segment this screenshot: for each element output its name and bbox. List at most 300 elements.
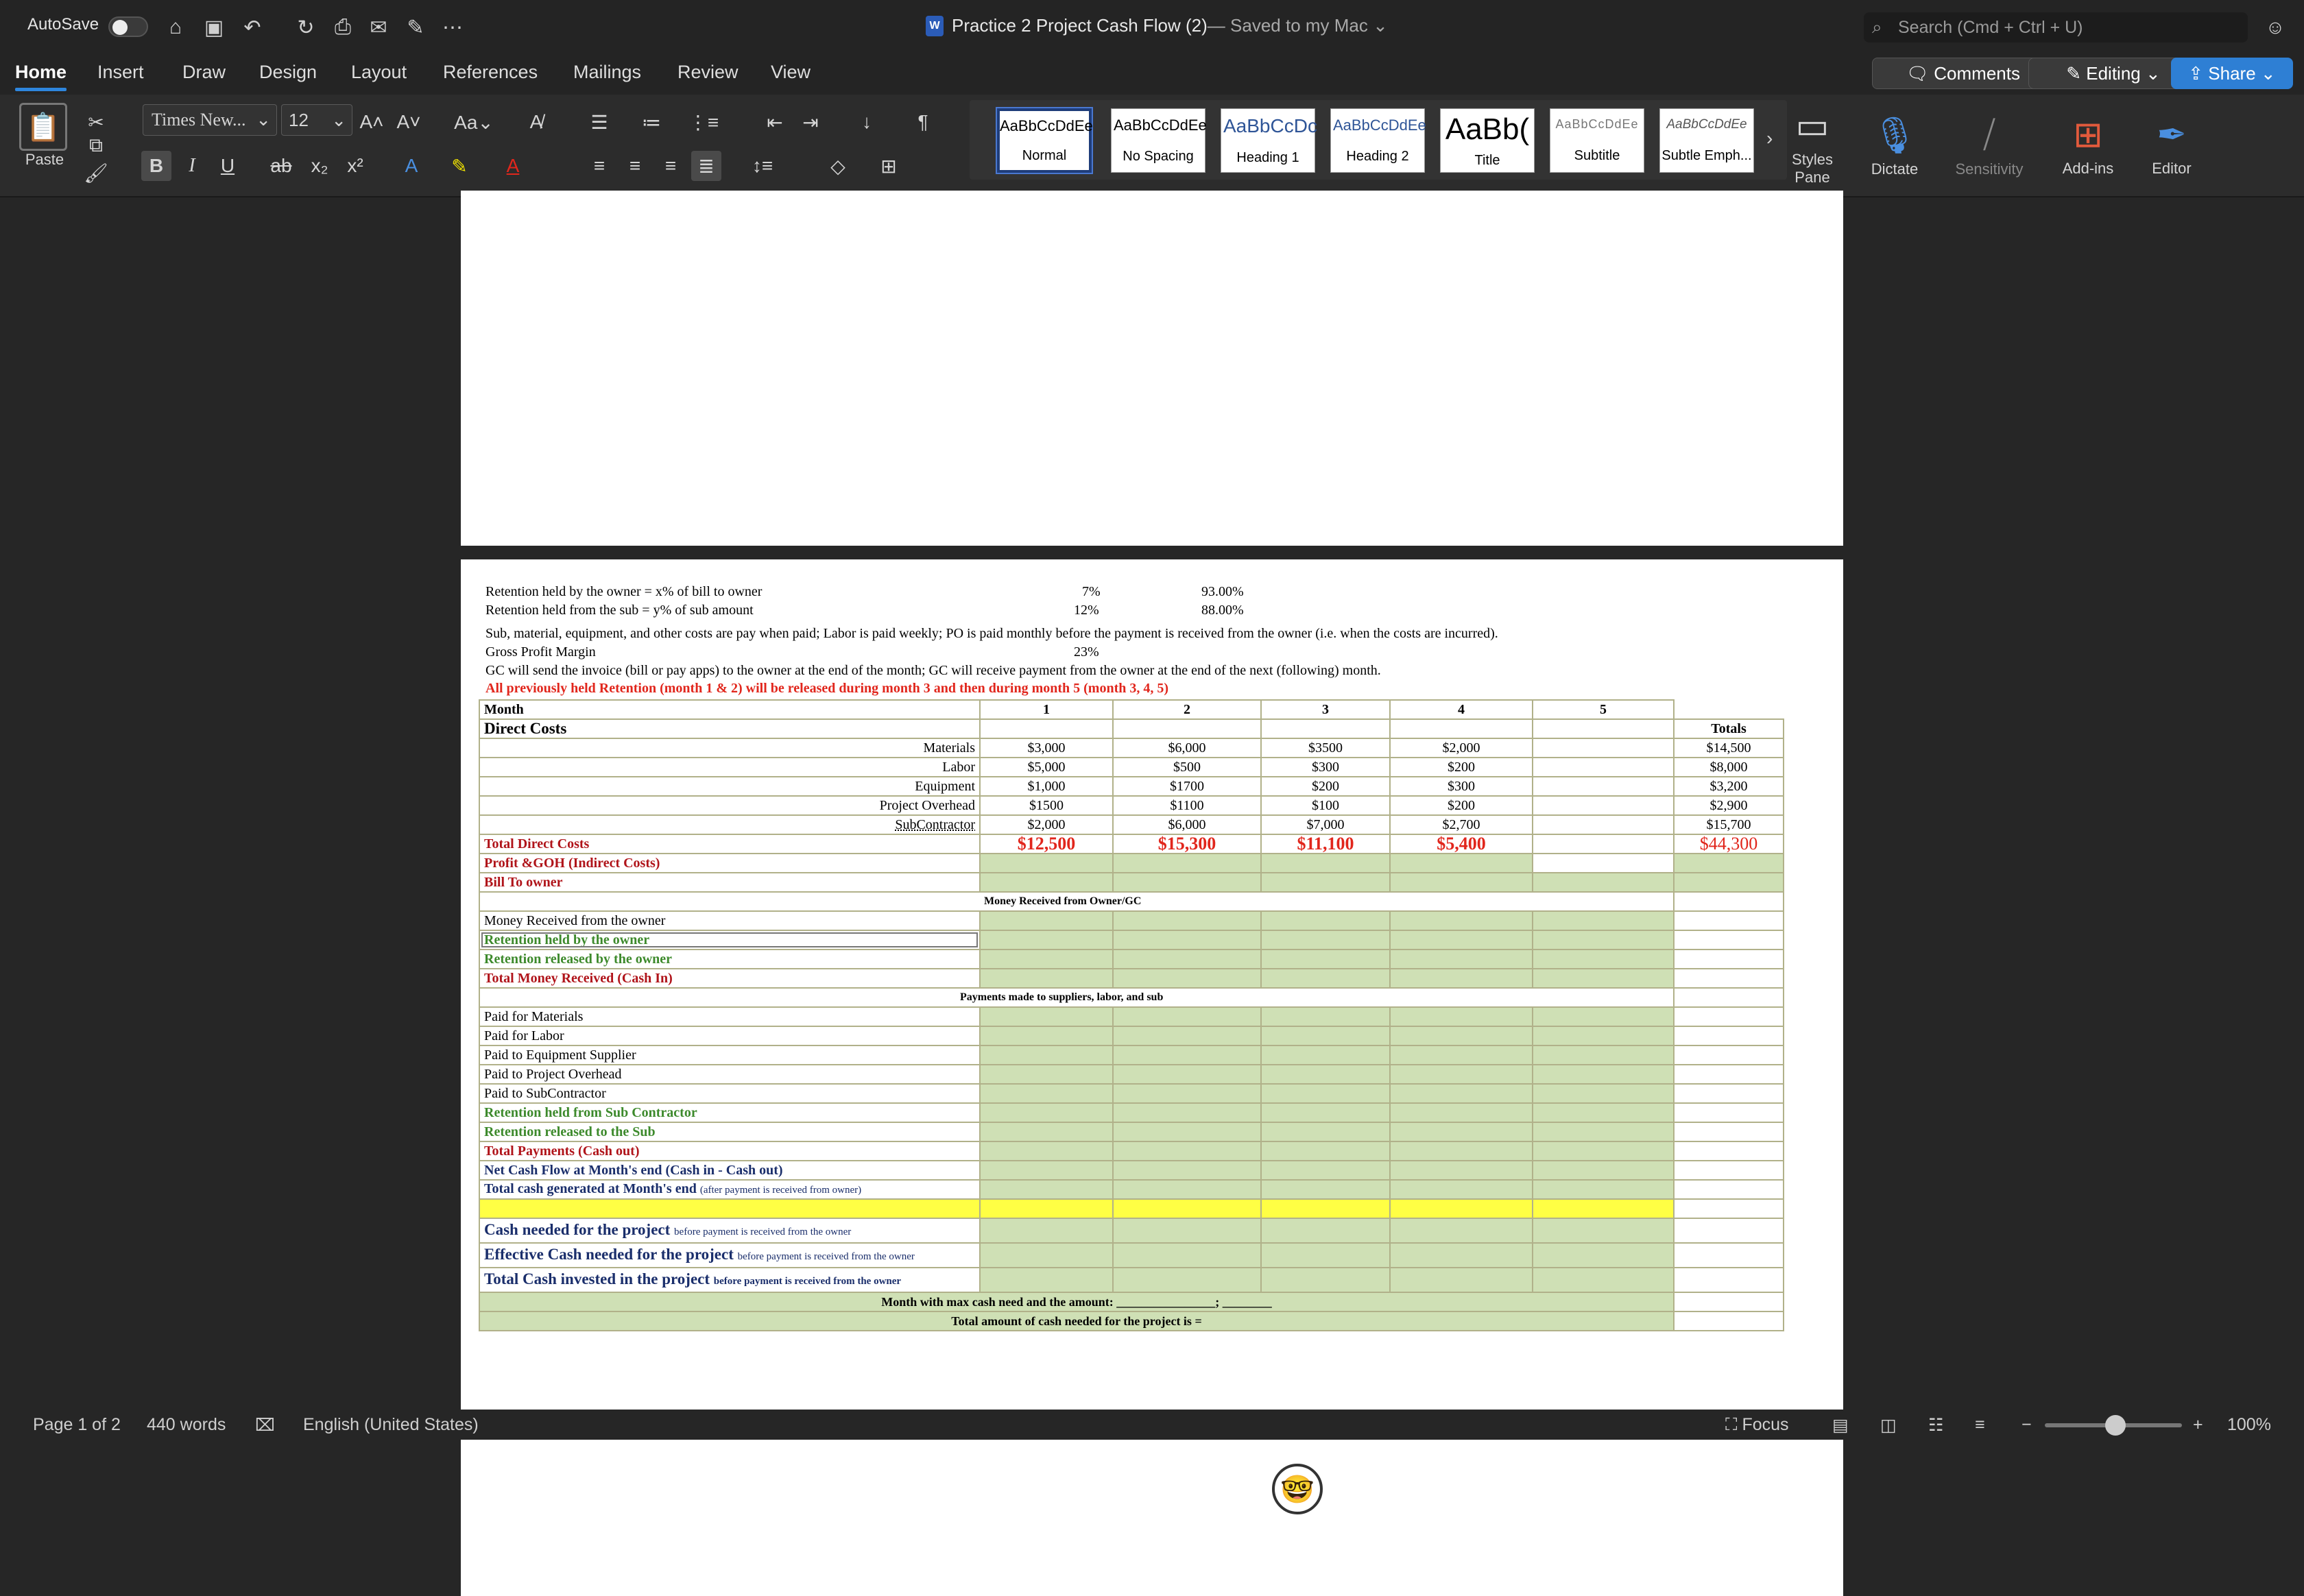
table-cell[interactable] — [1113, 1161, 1261, 1180]
tab-references[interactable]: References — [443, 62, 538, 82]
total-direct-grand-total[interactable]: $44,300 — [1674, 834, 1784, 854]
zoom-level[interactable]: 100% — [2227, 1415, 2271, 1434]
payment-label: Total cash generated at Month's end — [484, 1181, 697, 1196]
payment-label: Paid for Labor — [479, 1026, 980, 1045]
table-cell[interactable] — [980, 1243, 1113, 1268]
table-cell[interactable] — [1674, 950, 1784, 969]
table-cell[interactable] — [1533, 1243, 1674, 1268]
cost-value[interactable] — [1533, 796, 1674, 815]
table-cell[interactable] — [980, 1122, 1113, 1141]
autosave-toggle[interactable] — [108, 16, 148, 37]
paste-icon[interactable]: 📋 — [19, 103, 67, 151]
editor-button[interactable] — [2134, 101, 2209, 191]
cost-value[interactable]: $6,000 — [1113, 738, 1261, 758]
table-cell[interactable] — [1533, 1007, 1674, 1026]
table-cell[interactable] — [980, 1007, 1113, 1026]
table-cell[interactable] — [1113, 1141, 1261, 1161]
cost-value[interactable]: $2,700 — [1390, 815, 1533, 834]
table-cell[interactable] — [1533, 1161, 1674, 1180]
style-subtle-emphasis[interactable] — [1659, 108, 1754, 173]
style-sample: AaBbCcDdEe — [1333, 116, 1426, 134]
table-row — [479, 1122, 1784, 1141]
format-painter-icon[interactable]: 🖌 — [84, 162, 108, 184]
table-cell[interactable] — [1113, 1218, 1261, 1243]
tab-insert[interactable]: Insert — [97, 62, 144, 82]
style-name: Normal — [1022, 147, 1067, 163]
focus-label: Focus — [1742, 1415, 1789, 1434]
home-icon[interactable]: ⌂ — [169, 16, 182, 38]
table-cell[interactable] — [1533, 1026, 1674, 1045]
table-cell[interactable] — [1674, 1161, 1784, 1180]
table-cell[interactable] — [1113, 1122, 1261, 1141]
page-count[interactable]: Page 1 of 2 — [33, 1415, 121, 1434]
paragraph-marks-icon[interactable]: ¶ — [917, 111, 928, 132]
bullets-icon[interactable]: ☰ — [590, 111, 608, 133]
tab-draw[interactable]: Draw — [182, 62, 226, 82]
table-row — [479, 873, 1784, 892]
style-normal[interactable] — [997, 108, 1092, 173]
table-cell[interactable] — [980, 1141, 1113, 1161]
total-cash-needed-line[interactable]: Total amount of cash needed for the project is = — [479, 1311, 1674, 1331]
max-cash-need-line[interactable]: Month with max cash need and the amount: ________________; ________ — [479, 1292, 1674, 1311]
payment-label: Retention released to the Sub — [479, 1122, 980, 1141]
table-cell[interactable] — [1261, 1141, 1390, 1161]
account-icon[interactable]: ☺ — [2265, 16, 2285, 38]
add-ins-button[interactable] — [2050, 101, 2126, 191]
cost-value[interactable]: $200 — [1390, 796, 1533, 815]
cost-label: Materials — [479, 738, 980, 758]
collaborator-avatar[interactable]: 🤓 — [1272, 1464, 1323, 1514]
cash-row-note: before payment is received from the owner — [713, 1275, 902, 1287]
change-case-icon[interactable]: Aa⌄ — [454, 111, 494, 133]
tab-review[interactable]: Review — [677, 62, 739, 82]
table-cell[interactable] — [980, 1084, 1113, 1103]
table-cell[interactable] — [1113, 1007, 1261, 1026]
separator-cell — [1390, 1199, 1533, 1218]
table-cell[interactable] — [980, 1268, 1113, 1292]
table-cell[interactable] — [1113, 1026, 1261, 1045]
retention-sub-complement: 88.00% — [1201, 603, 1244, 618]
tab-view[interactable]: View — [771, 62, 811, 82]
draft-view-icon[interactable]: ≡ — [1975, 1415, 1985, 1434]
table-row — [479, 930, 1784, 950]
style-name: No Spacing — [1123, 149, 1194, 165]
zoom-slider-handle[interactable] — [2105, 1415, 2126, 1436]
table-cell[interactable] — [1113, 930, 1261, 950]
clear-formatting-icon[interactable]: A̸ — [529, 111, 543, 132]
focus-mode-button[interactable] — [1725, 1415, 1789, 1435]
cost-value[interactable]: $2,000 — [1390, 738, 1533, 758]
table-row — [479, 1218, 1784, 1243]
table-cell[interactable] — [1390, 1218, 1533, 1243]
cost-total[interactable]: $3,200 — [1674, 777, 1784, 796]
cost-value[interactable]: $7,000 — [1261, 815, 1390, 834]
cost-value[interactable]: $500 — [1113, 758, 1261, 777]
table-cell[interactable] — [1261, 1161, 1390, 1180]
styles-pane-button[interactable] — [1775, 101, 1850, 191]
table-cell[interactable] — [1674, 930, 1784, 950]
cost-value[interactable]: $300 — [1390, 777, 1533, 796]
table-cell[interactable] — [1390, 1243, 1533, 1268]
table-cell[interactable] — [1390, 1084, 1533, 1103]
table-cell[interactable] — [1390, 1103, 1533, 1122]
cost-value[interactable]: $300 — [1261, 758, 1390, 777]
chevron-down-icon: ⌄ — [1367, 15, 1388, 36]
cost-value[interactable]: $1700 — [1113, 777, 1261, 796]
table-cell[interactable] — [1533, 1065, 1674, 1084]
cost-value[interactable]: $6,000 — [1113, 815, 1261, 834]
sort-icon[interactable]: ↓ — [862, 111, 872, 132]
table-cell[interactable] — [1390, 1141, 1533, 1161]
style-no-spacing[interactable] — [1111, 108, 1205, 173]
cut-icon[interactable]: ✂ — [88, 111, 104, 133]
print-icon[interactable]: ⎙ — [335, 16, 351, 38]
table-cell[interactable] — [1261, 969, 1390, 988]
table-cell[interactable] — [980, 969, 1113, 988]
table-cell[interactable] — [980, 1218, 1113, 1243]
table-cell[interactable] — [1261, 1026, 1390, 1045]
table-cell[interactable] — [1533, 1045, 1674, 1065]
table-cell — [1674, 892, 1784, 911]
font-size-select[interactable] — [281, 104, 352, 136]
table-cell[interactable] — [980, 930, 1113, 950]
payment-label: Paid to Project Overhead — [479, 1065, 980, 1084]
table-cell[interactable] — [1390, 1268, 1533, 1292]
table-cell[interactable] — [1533, 1122, 1674, 1141]
cash-row-label: Effective Cash needed for the project — [484, 1245, 734, 1263]
cost-total[interactable]: $8,000 — [1674, 758, 1784, 777]
mail-icon[interactable]: ✉ — [370, 16, 387, 39]
outline-view-icon[interactable]: ☷ — [1928, 1416, 1944, 1435]
table-cell[interactable] — [1390, 1180, 1533, 1199]
table-cell[interactable] — [1674, 1218, 1784, 1243]
table-cell[interactable] — [1390, 1026, 1533, 1045]
month-header: Month — [479, 700, 980, 719]
table-row — [479, 988, 1784, 1007]
cost-value[interactable]: $1,000 — [980, 777, 1113, 796]
table-cell[interactable] — [1674, 1026, 1784, 1045]
shrink-font-icon[interactable]: A˅ — [396, 111, 421, 132]
table-cell[interactable] — [980, 1065, 1113, 1084]
table-cell[interactable] — [1674, 911, 1784, 930]
table-cell[interactable] — [1674, 1065, 1784, 1084]
cost-total[interactable]: $14,500 — [1674, 738, 1784, 758]
table-cell[interactable] — [1533, 873, 1674, 892]
table-cell[interactable] — [1390, 950, 1533, 969]
table-cell[interactable] — [1113, 1084, 1261, 1103]
bill-to-owner-label: Bill To owner — [479, 873, 980, 892]
table-cell[interactable] — [980, 854, 1113, 873]
table-cell[interactable] — [1390, 911, 1533, 930]
table-cell[interactable] — [1261, 950, 1390, 969]
table-cell[interactable] — [1674, 1103, 1784, 1122]
table-cell[interactable] — [1674, 873, 1784, 892]
editor-label: Editor — [2152, 160, 2192, 177]
edit-doc-icon[interactable]: ✎ — [407, 16, 424, 39]
payment-label: Total Payments (Cash out) — [479, 1141, 980, 1161]
table-cell[interactable] — [1533, 1218, 1674, 1243]
italic-button[interactable]: I — [189, 155, 195, 176]
document-page-2[interactable] — [461, 559, 1843, 1596]
table-cell[interactable] — [1113, 854, 1261, 873]
sensitivity-button[interactable] — [1952, 101, 2027, 191]
table-cell[interactable] — [1390, 930, 1533, 950]
style-sample: AaBb( — [1445, 112, 1530, 146]
chevron-right-icon[interactable]: › — [1766, 128, 1773, 149]
table-row — [479, 758, 1784, 777]
table-row — [479, 1084, 1784, 1103]
sensitivity-icon: ⧸ — [1983, 114, 1995, 155]
table-cell[interactable] — [1390, 1045, 1533, 1065]
table-cell[interactable] — [1390, 873, 1533, 892]
table-cell[interactable] — [1261, 911, 1390, 930]
table-cell[interactable] — [1261, 1084, 1390, 1103]
table-cell[interactable] — [980, 1180, 1113, 1199]
table-row — [479, 1007, 1784, 1026]
numbering-icon[interactable]: ≔ — [642, 111, 661, 133]
cost-value[interactable] — [1533, 758, 1674, 777]
subscript-button[interactable]: x₂ — [311, 155, 328, 176]
zoom-out-button[interactable]: − — [2021, 1415, 2032, 1434]
table-cell[interactable] — [1533, 950, 1674, 969]
table-cell[interactable] — [1261, 1268, 1390, 1292]
table-cell[interactable] — [1261, 1243, 1390, 1268]
table-cell[interactable] — [1533, 911, 1674, 930]
table-cell[interactable] — [980, 911, 1113, 930]
table-cell — [980, 719, 1113, 738]
total-direct-value[interactable]: $12,500 — [980, 834, 1113, 854]
received-label: Retention released by the owner — [479, 950, 980, 969]
zoom-in-button[interactable]: + — [2193, 1415, 2203, 1434]
style-sample: AaBbCcDc — [1223, 115, 1317, 137]
style-name: Heading 2 — [1346, 149, 1409, 165]
table-row — [479, 1065, 1784, 1084]
cash-flow-table[interactable] — [479, 699, 1784, 1331]
table-cell[interactable] — [1533, 1084, 1674, 1103]
underline-button[interactable]: U — [220, 155, 235, 176]
font-color-icon[interactable]: A — [506, 155, 520, 176]
table-row — [479, 1243, 1784, 1268]
table-cell[interactable] — [1261, 873, 1390, 892]
shading-icon[interactable]: ◇ — [830, 155, 845, 177]
word-app-icon: W — [926, 16, 944, 36]
table-cell[interactable] — [980, 1045, 1113, 1065]
table-cell[interactable] — [1390, 1161, 1533, 1180]
table-cell[interactable] — [1261, 1122, 1390, 1141]
table-cell[interactable] — [1261, 1045, 1390, 1065]
style-heading-1[interactable] — [1221, 108, 1315, 173]
table-cell[interactable] — [1533, 1268, 1674, 1292]
style-sample: AaBbCcDdEe — [1555, 117, 1639, 131]
separator-cell — [479, 1199, 980, 1218]
title-bar — [0, 0, 2304, 55]
share-label: Share — [2208, 62, 2256, 84]
cost-value[interactable] — [1533, 815, 1674, 834]
table-cell[interactable] — [1533, 834, 1674, 854]
text-effects-icon[interactable]: A — [405, 155, 418, 176]
cash-row-label: Total Cash invested in the project — [484, 1270, 710, 1287]
align-center-icon[interactable]: ≡ — [629, 155, 641, 176]
table-cell[interactable] — [1674, 1122, 1784, 1141]
table-cell[interactable] — [1261, 1218, 1390, 1243]
table-cell[interactable] — [1533, 930, 1674, 950]
highlight-icon[interactable]: ✎ — [451, 155, 468, 177]
strikethrough-button[interactable]: ab — [270, 155, 292, 176]
table-cell[interactable] — [1261, 1103, 1390, 1122]
table-cell[interactable] — [1674, 1268, 1784, 1292]
justify-icon[interactable]: ≣ — [691, 151, 721, 181]
document-title[interactable] — [926, 15, 1388, 36]
cost-value[interactable] — [1533, 738, 1674, 758]
table-cell[interactable] — [1113, 911, 1261, 930]
dictate-button[interactable] — [1857, 101, 1932, 191]
cost-value[interactable]: $2,000 — [980, 815, 1113, 834]
align-left-icon[interactable]: ≡ — [593, 155, 605, 176]
style-title[interactable] — [1440, 108, 1535, 173]
table-cell[interactable] — [1674, 1045, 1784, 1065]
table-cell[interactable] — [1390, 969, 1533, 988]
table-cell[interactable] — [1674, 1292, 1784, 1311]
table-cell[interactable] — [980, 873, 1113, 892]
bold-button[interactable]: B — [141, 151, 171, 181]
web-layout-icon[interactable]: ◫ — [1880, 1416, 1897, 1435]
font-name-select[interactable] — [143, 104, 277, 136]
table-cell[interactable] — [1261, 930, 1390, 950]
table-cell[interactable] — [1533, 1141, 1674, 1161]
more-icon[interactable]: ⋯ — [442, 16, 463, 39]
word-count[interactable]: 440 words — [147, 1415, 226, 1434]
cost-value[interactable]: $5,000 — [980, 758, 1113, 777]
line-spacing-icon[interactable]: ↕≡ — [752, 155, 773, 176]
table-cell[interactable] — [1533, 1180, 1674, 1199]
retention-owner-pct: 7% — [1082, 584, 1101, 599]
cost-value[interactable]: $3,000 — [980, 738, 1113, 758]
table-cell[interactable] — [1674, 1311, 1784, 1331]
table-cell[interactable] — [1113, 1243, 1261, 1268]
table-cell[interactable] — [1674, 1180, 1784, 1199]
align-right-icon[interactable]: ≡ — [664, 155, 677, 176]
grow-font-icon[interactable]: A˄ — [359, 111, 384, 132]
document-page-1[interactable] — [461, 191, 1843, 546]
table-cell[interactable] — [1674, 969, 1784, 988]
cost-value[interactable]: $200 — [1390, 758, 1533, 777]
table-cell[interactable] — [1674, 1243, 1784, 1268]
style-subtitle[interactable] — [1550, 108, 1644, 173]
table-cell[interactable] — [1113, 950, 1261, 969]
print-layout-icon[interactable]: ▤ — [1832, 1416, 1849, 1435]
increase-indent-icon[interactable]: ⇥ — [802, 111, 819, 133]
month-col: 3 — [1261, 700, 1390, 719]
gross-profit-label: Gross Profit Margin — [485, 644, 596, 660]
table-cell[interactable] — [1261, 854, 1390, 873]
cost-value[interactable]: $200 — [1261, 777, 1390, 796]
retention-sub-label: Retention held from the sub = y% of sub amount — [485, 603, 754, 618]
font-size-value: 12 — [289, 109, 309, 130]
table-cell[interactable] — [1390, 1122, 1533, 1141]
multilevel-list-icon[interactable]: ⋮≡ — [688, 111, 719, 133]
table-cell[interactable] — [980, 1026, 1113, 1045]
month-col: 4 — [1390, 700, 1533, 719]
table-cell[interactable] — [1533, 854, 1674, 873]
language-indicator[interactable]: English (United States) — [303, 1415, 479, 1434]
table-cell[interactable] — [1390, 854, 1533, 873]
table-cell[interactable] — [1674, 1084, 1784, 1103]
table-cell[interactable] — [1674, 1141, 1784, 1161]
copy-icon[interactable]: ⧉ — [89, 134, 103, 156]
total-direct-value[interactable]: $5,400 — [1390, 834, 1533, 854]
table-cell[interactable] — [1533, 1103, 1674, 1122]
style-heading-2[interactable] — [1330, 108, 1425, 173]
add-ins-label: Add-ins — [2062, 160, 2114, 177]
borders-icon[interactable]: ⊞ — [880, 155, 897, 177]
undo-icon[interactable]: ↶ — [243, 16, 261, 39]
cost-value[interactable]: $100 — [1261, 796, 1390, 815]
tab-home[interactable]: Home — [15, 62, 67, 82]
table-row — [479, 1199, 1784, 1218]
total-direct-value[interactable]: $15,300 — [1113, 834, 1261, 854]
table-cell[interactable] — [980, 1161, 1113, 1180]
superscript-button[interactable]: x² — [347, 155, 363, 176]
comments-button[interactable] — [1872, 58, 2054, 89]
retention-release-note: All previously held Retention (month 1 & 2) will be released during month 3 and then during month 5 (month 3, 4, 5) — [485, 681, 1169, 696]
proofing-icon[interactable]: ⌧ — [255, 1416, 275, 1435]
save-icon[interactable]: ▣ — [204, 16, 224, 39]
table-cell[interactable] — [1113, 969, 1261, 988]
tab-design[interactable]: Design — [259, 62, 317, 82]
table-cell[interactable] — [1261, 1180, 1390, 1199]
table-cell[interactable] — [1113, 1103, 1261, 1122]
table-row — [479, 796, 1784, 815]
cost-value[interactable] — [1533, 777, 1674, 796]
table-cell[interactable] — [1261, 1007, 1390, 1026]
tab-layout[interactable]: Layout — [351, 62, 407, 82]
table-cell[interactable] — [1113, 1045, 1261, 1065]
cash-row-note: before payment is received from the owner — [674, 1226, 852, 1237]
table-cell[interactable] — [1390, 1065, 1533, 1084]
cost-total[interactable]: $15,700 — [1674, 815, 1784, 834]
tab-mailings[interactable]: Mailings — [573, 62, 642, 82]
table-row — [479, 1045, 1784, 1065]
redo-icon[interactable]: ↻ — [297, 16, 315, 39]
share-button[interactable] — [2171, 58, 2293, 89]
editing-label: Editing — [2086, 62, 2141, 84]
decrease-indent-icon[interactable]: ⇤ — [767, 111, 783, 133]
table-cell[interactable] — [1674, 1007, 1784, 1026]
style-name: Subtitle — [1574, 148, 1620, 163]
search-input[interactable] — [1864, 12, 2248, 43]
total-cash-generated-cell — [479, 1180, 980, 1199]
table-cell[interactable] — [1113, 1268, 1261, 1292]
table-cell[interactable] — [980, 1103, 1113, 1122]
table-cell — [1674, 1199, 1784, 1218]
separator-cell — [1261, 1199, 1390, 1218]
table-cell[interactable] — [1533, 969, 1674, 988]
table-cell[interactable] — [1113, 1180, 1261, 1199]
total-direct-value[interactable]: $11,100 — [1261, 834, 1390, 854]
table-cell[interactable] — [1113, 873, 1261, 892]
table-cell[interactable] — [1390, 1007, 1533, 1026]
table-cell[interactable] — [1674, 854, 1784, 873]
cost-total[interactable]: $2,900 — [1674, 796, 1784, 815]
table-cell[interactable] — [1261, 1065, 1390, 1084]
cost-value[interactable]: $3500 — [1261, 738, 1390, 758]
table-cell[interactable] — [980, 950, 1113, 969]
cost-value[interactable]: $1500 — [980, 796, 1113, 815]
cost-value[interactable]: $1100 — [1113, 796, 1261, 815]
table-cell[interactable] — [1113, 1065, 1261, 1084]
retention-owner-label: Retention held by the owner = x% of bill to owner — [485, 584, 763, 599]
table-row — [479, 700, 1784, 719]
